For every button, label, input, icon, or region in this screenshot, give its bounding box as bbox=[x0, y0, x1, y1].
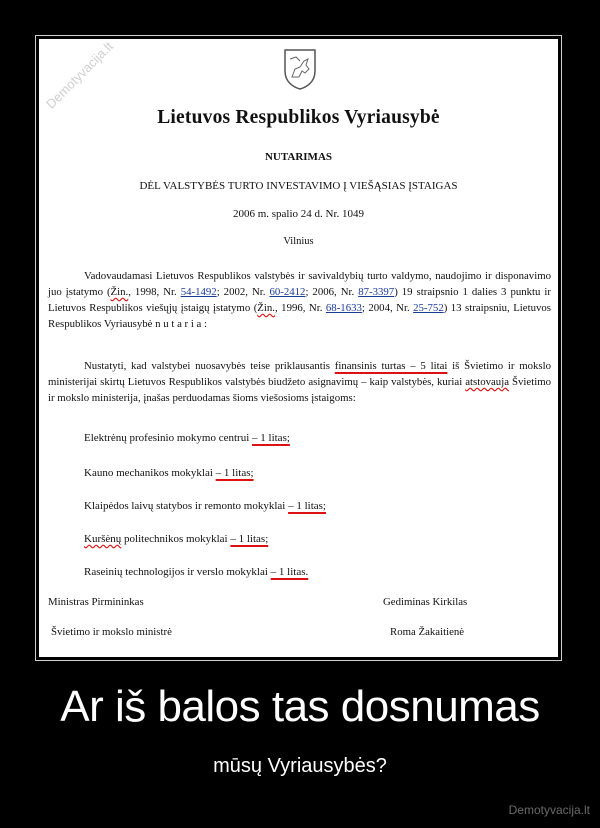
text: , 1996, Nr. bbox=[275, 302, 326, 314]
list-item bbox=[84, 467, 254, 479]
law-link[interactable]: 60-2412 bbox=[269, 286, 306, 298]
document-page bbox=[39, 39, 558, 657]
text: atstovauja bbox=[465, 376, 509, 388]
amount: – 1 litas. bbox=[270, 566, 309, 578]
paragraph-basis bbox=[48, 268, 551, 332]
document-type: NUTARIMAS bbox=[264, 151, 333, 163]
text: ; 2002, Nr. bbox=[216, 286, 270, 298]
text: Žin. bbox=[257, 302, 275, 314]
watermark: Demotyvacija.lt bbox=[43, 39, 116, 112]
text: n u t a r i a : bbox=[155, 318, 208, 330]
law-link[interactable]: 54-1492 bbox=[180, 286, 217, 298]
signature-role: Ministras Pirmininkas bbox=[48, 596, 144, 608]
document-subject: DĖL VALSTYBĖS TURTO INVESTAVIMO Į VIEŠĄSIAS ĮSTAIGAS bbox=[139, 180, 458, 192]
text: Raseinių technologijos ir verslo mokyklai bbox=[84, 566, 268, 578]
site-watermark: Demotyvacija.lt bbox=[508, 803, 590, 817]
text: Elektrėnų profesinio mokymo centrui bbox=[84, 432, 250, 444]
poster-caption: Ar iš balos tas dosnumas bbox=[60, 682, 540, 731]
paragraph-decision bbox=[48, 358, 551, 406]
highlight-amount: finansinis turtas – 5 litai bbox=[334, 360, 448, 372]
amount: – 1 litas; bbox=[215, 467, 254, 479]
amount: – 1 litas; bbox=[288, 500, 326, 512]
text: Žin. bbox=[110, 286, 129, 298]
text: ) 19 straipsnio 1 dalies 3 punktu ir Lietuvos Respublikos viešųjų įstaigų įstatymo ( bbox=[48, 286, 552, 314]
list-item bbox=[84, 533, 268, 545]
document-date: 2006 m. spalio 24 d. Nr. 1049 bbox=[232, 208, 365, 220]
text: , 1998, Nr. bbox=[128, 286, 181, 298]
law-link[interactable]: 87-3397 bbox=[358, 286, 395, 298]
text: ) 13 straipsniu, Lietuvos Respublikos Vyriausybė bbox=[48, 302, 551, 330]
signature-role: Švietimo ir mokslo ministrė bbox=[51, 626, 172, 638]
text: Kuršėnų bbox=[84, 533, 122, 545]
amount: – 1 litas; bbox=[252, 432, 290, 444]
signature-name: Gediminas Kirkilas bbox=[383, 596, 468, 608]
text: Vadovaudamasi Lietuvos Respublikos valstybės ir savivaldybių turto valdymo, naudojimo ir disponavimo juo įstatymo ( bbox=[48, 270, 551, 298]
coat-of-arms-icon bbox=[282, 47, 318, 91]
text: Klaipėdos laivų statybos ir remonto mokyklai bbox=[84, 500, 286, 512]
list-item bbox=[84, 500, 326, 512]
list-item bbox=[84, 566, 308, 578]
text: Nustatyti, kad valstybei nuosavybės teise priklausantis bbox=[84, 360, 335, 372]
text: iš Švietimo ir mokslo ministerijai skirtų Lietuvos Respublikos valstybės biudžeto asignavimų – kaip valstybės, kuriai bbox=[48, 360, 551, 388]
text: politechnikos mokyklai bbox=[121, 533, 228, 545]
document-city: Vilnius bbox=[283, 236, 314, 247]
law-link[interactable]: 68-1633 bbox=[325, 302, 362, 314]
poster-subcaption: mūsų Vyriausybės? bbox=[213, 755, 387, 777]
list-item bbox=[84, 432, 290, 444]
text: ; 2006, Nr. bbox=[305, 286, 359, 298]
law-link[interactable]: 25-752 bbox=[413, 302, 444, 314]
document-title: Lietuvos Respublikos Vyriausybė bbox=[157, 107, 440, 128]
amount: – 1 litas; bbox=[230, 533, 269, 545]
text: Kauno mechanikos mokyklai bbox=[84, 467, 213, 479]
text: Švietimo ir mokslo ministerija, įnašas perduodamas šioms viešosioms įstaigoms: bbox=[48, 376, 551, 404]
signature-name: Roma Žakaitienė bbox=[390, 626, 465, 638]
text: ; 2004, Nr. bbox=[361, 302, 414, 314]
